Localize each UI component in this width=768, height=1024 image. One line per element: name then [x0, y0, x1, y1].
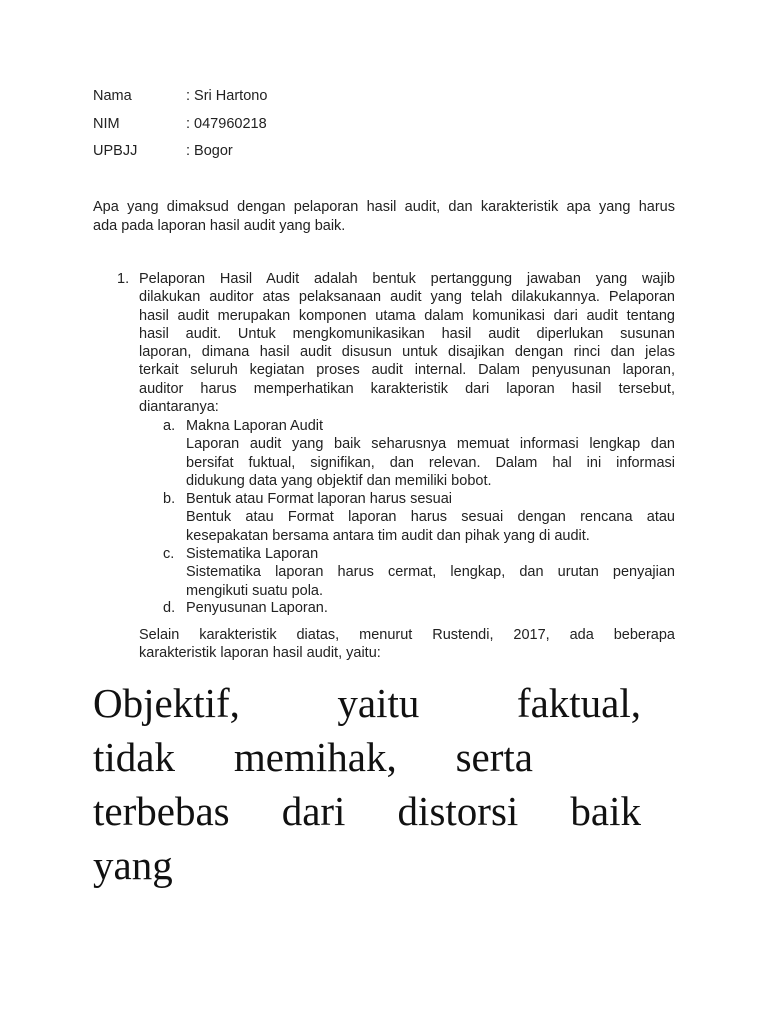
sub-item-line: Sistematika laporan harus cermat, lengkap, dan urutan penyajian	[186, 564, 675, 581]
large-text-line: terbebas dari distorsi baik	[93, 788, 641, 834]
closing-line: Selain karakteristik diatas, menurut Rustendi, 2017, ada beberapa	[139, 627, 675, 643]
answer-line: laporan, dimana hasil audit disusun untuk disajikan dengan rinci dan jelas	[139, 344, 675, 361]
sub-item-title: Bentuk atau Format laporan harus sesuai	[186, 491, 452, 507]
answer-line: diantaranya:	[139, 399, 219, 416]
info-value: : Sri Hartono	[186, 88, 268, 104]
sub-item-marker: b.	[163, 491, 176, 507]
sub-item-sistematika	[186, 545, 675, 600]
sub-item-penyusunan	[186, 599, 675, 617]
answer-paragraph	[139, 270, 675, 416]
info-value: : 047960218	[186, 116, 267, 132]
question-paragraph	[93, 198, 675, 236]
sub-item-line: Laporan audit yang baik seharusnya memuat informasi lengkap dan	[186, 436, 675, 453]
sub-item-makna	[186, 417, 675, 490]
answer-line: Pelaporan Hasil Audit adalah bentuk pertanggung jawaban yang wajib	[139, 271, 675, 287]
sub-item-marker: d.	[163, 600, 176, 616]
answer-number: 1.	[117, 271, 130, 287]
question-line: Apa yang dimaksud dengan pelaporan hasil audit, dan karakteristik apa yang harus	[93, 199, 675, 215]
sub-item-line: didukung data yang objektif dan memiliki bobot.	[186, 472, 492, 489]
sub-item-line: bersifat fuktual, signifikan, dan relevan. Dalam hal ini informasi	[186, 454, 675, 471]
answer-line: dilakukan auditor atas pelaksanaan audit yang telah dilakukannya. Pelaporan	[139, 289, 675, 306]
sub-item-marker: a.	[163, 418, 176, 434]
answer-line: hasil audit merupakan komponen utama dalam komunikasi dari audit tentang	[139, 307, 675, 324]
sub-item-bentuk	[186, 490, 675, 545]
answer-line: auditor harus memperhatikan karakteristik dari laporan hasil tersebut,	[139, 380, 675, 397]
info-label: UPBJJ	[93, 143, 138, 159]
large-text-line: Objektif, yaitu faktual,	[93, 680, 641, 726]
sub-item-marker: c.	[163, 546, 175, 562]
sub-item-line: kesepakatan bersama antara tim audit dan pihak yang di audit.	[186, 527, 590, 544]
large-text-line: yang	[93, 842, 173, 888]
sub-item-title: Makna Laporan Audit	[186, 418, 324, 434]
sub-item-line: Bentuk atau Format laporan harus sesuai dengan rencana atau	[186, 509, 675, 526]
sub-item-title: Penyusunan Laporan.	[186, 600, 328, 616]
closing-line: karakteristik laporan hasil audit, yaitu:	[139, 645, 381, 662]
info-label: Nama	[93, 88, 132, 104]
info-label: NIM	[93, 116, 120, 132]
closing-paragraph	[139, 626, 675, 663]
answer-line: hasil audit. Untuk mengkomunikasikan hasil audit diperlukan susunan	[139, 325, 675, 342]
question-line: ada pada laporan hasil audit yang baik.	[93, 218, 346, 234]
info-value: : Bogor	[186, 143, 233, 159]
answer-line: terkait seluruh kegiatan proses audit internal. Dalam penyusunan laporan,	[139, 362, 675, 379]
large-text-line: tidak memihak, serta	[93, 734, 533, 780]
large-text-block	[93, 676, 641, 892]
sub-item-title: Sistematika Laporan	[186, 546, 319, 562]
sub-item-line: mengikuti suatu pola.	[186, 582, 324, 599]
